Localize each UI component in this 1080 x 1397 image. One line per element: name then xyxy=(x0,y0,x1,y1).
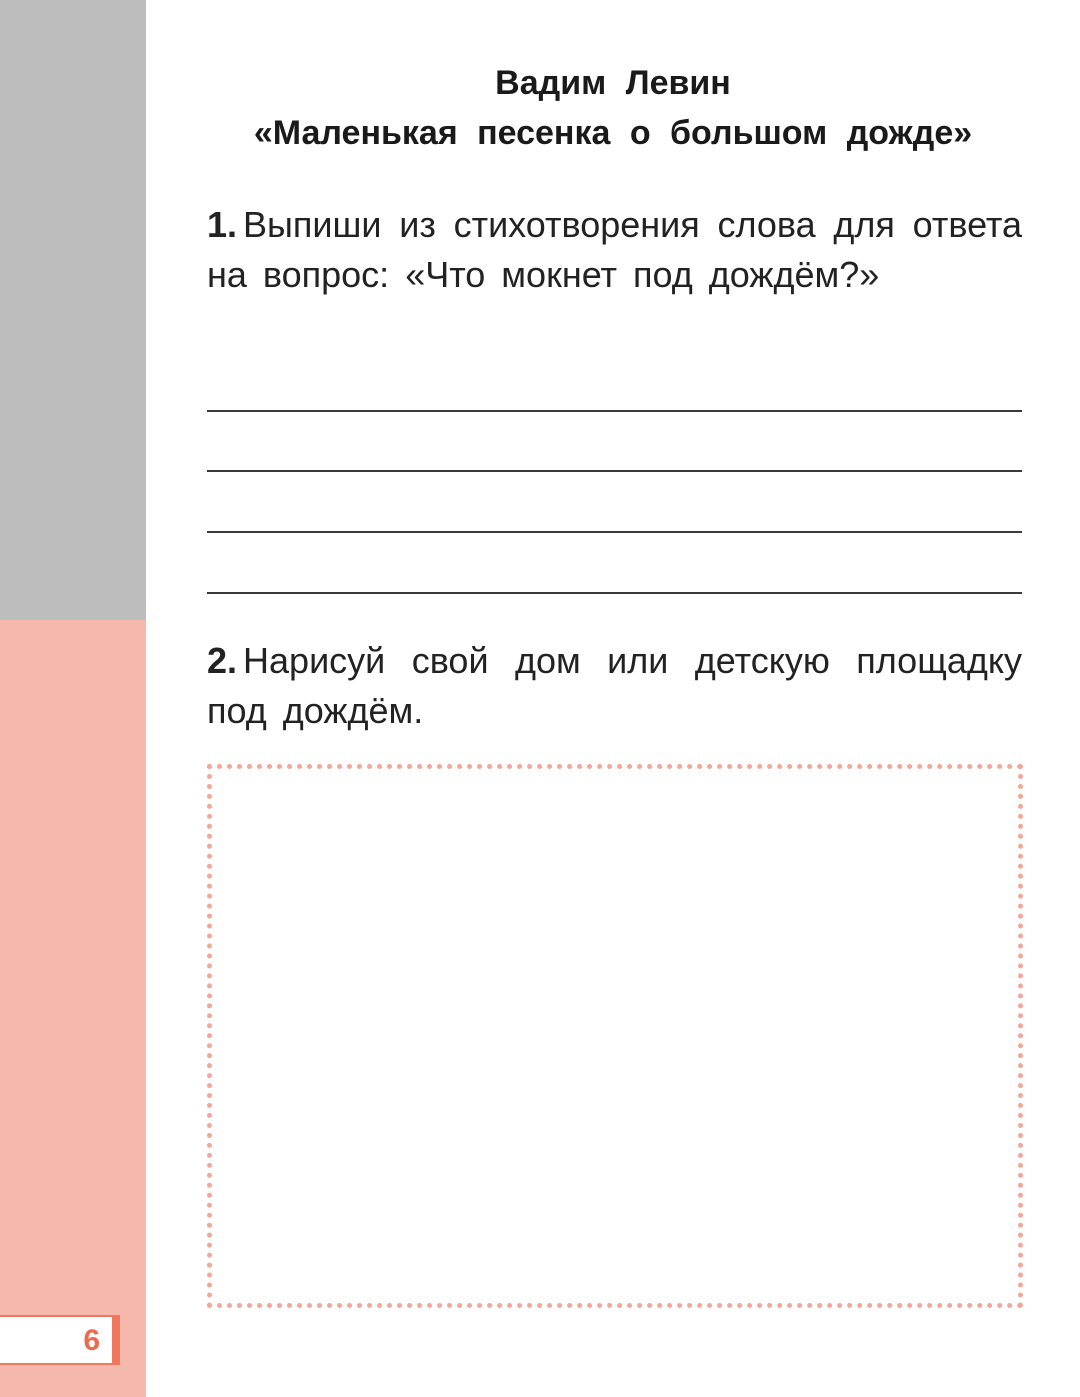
answer-line[interactable] xyxy=(207,531,1022,533)
answer-line[interactable] xyxy=(207,410,1022,412)
task-2-number: 2. xyxy=(207,640,238,681)
author-name: Вадим Левин xyxy=(495,64,731,102)
page-header xyxy=(200,58,1026,158)
task-1-number: 1. xyxy=(207,204,238,245)
answer-line[interactable] xyxy=(207,470,1022,472)
answer-line[interactable] xyxy=(207,592,1022,594)
page-number: 6 xyxy=(83,1324,100,1357)
poem-title: «Маленькая песенка о большом дожде» xyxy=(253,114,973,152)
task-1-text: Выпиши из стихотворения слова для ответа на вопрос: «Что мокнет под дождём?» xyxy=(207,204,1022,295)
task-1 xyxy=(207,200,1022,300)
drawing-area[interactable] xyxy=(207,764,1023,1308)
sidebar-gray-band xyxy=(0,0,146,620)
task-2 xyxy=(207,636,1022,736)
task-2-text: Нарисуй свой дом или детскую площадку под дождём. xyxy=(207,640,1022,731)
page-number-tab xyxy=(0,1315,120,1365)
sidebar-pink-band xyxy=(0,620,146,1397)
